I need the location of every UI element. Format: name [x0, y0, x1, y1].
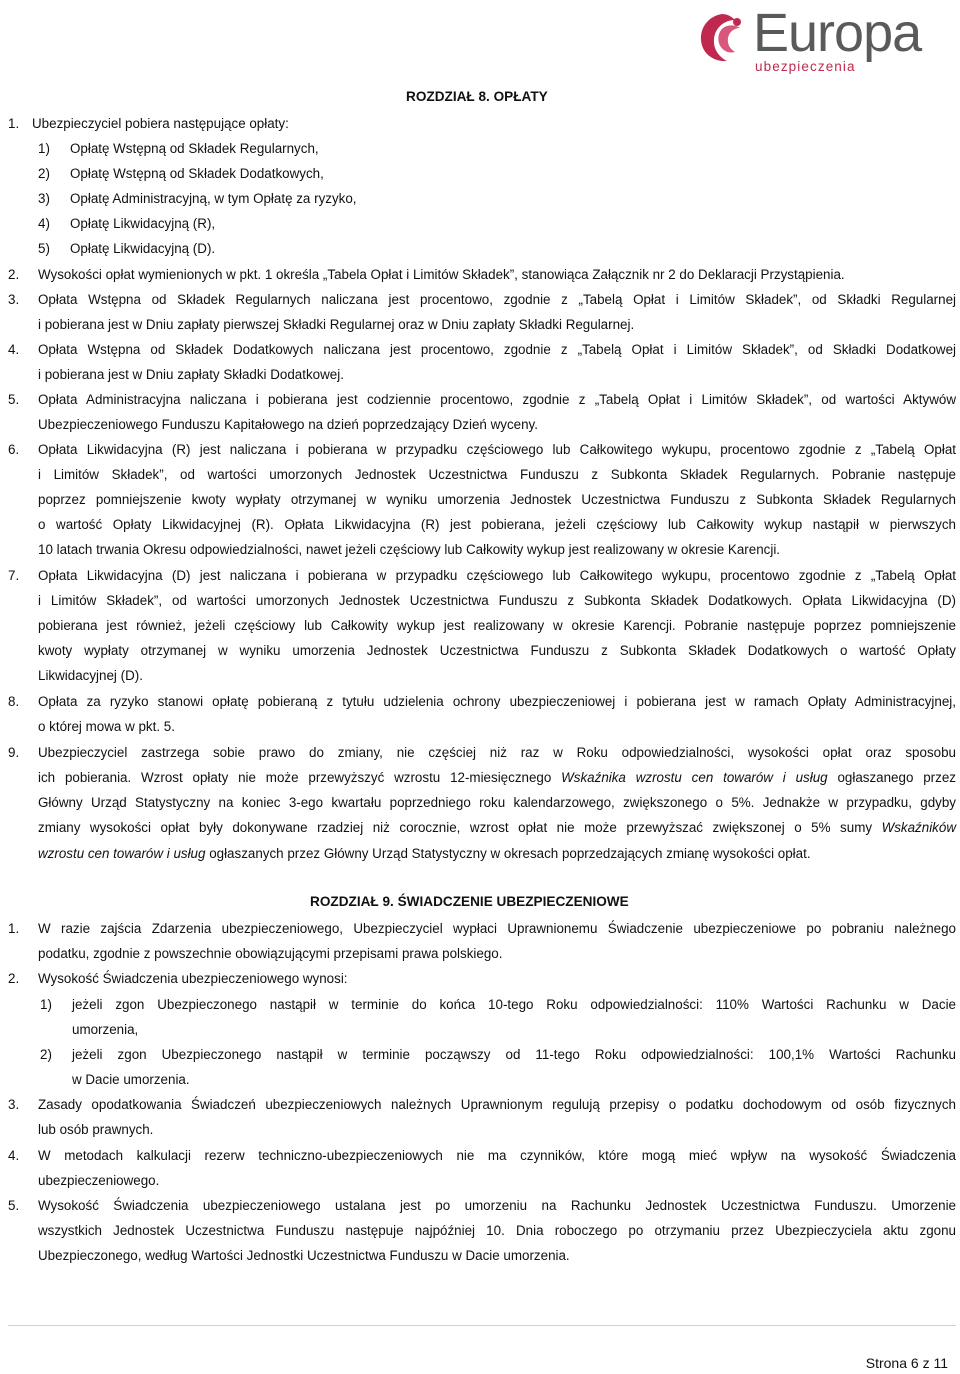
- ch8-p4-line: i pobierana jest w Dniu zapłaty Składki Dodatkowej.: [38, 367, 344, 382]
- ch8-p2-number: 2.: [8, 267, 20, 282]
- ch9-p4-number: 4.: [8, 1148, 20, 1163]
- ch8-p1-item-number: 2): [38, 166, 50, 181]
- ch8-p9-line: Główny Urząd Statystyczny na koniec 3-ego kwartału poprzedniego roku kalendarzowego, zwiększonego o 5%. Jednakże w przypadku, gdyby: [38, 795, 956, 810]
- ch8-p5-number: 5.: [8, 392, 20, 407]
- ch8-p1-item-text: Opłatę Administracyjną, w tym Opłatę za ryzyko,: [70, 191, 357, 206]
- ch8-p1-item-text: Opłatę Likwidacyjną (R),: [70, 216, 216, 231]
- ch8-p9-line: Ubezpieczyciel zastrzega sobie prawo do zmiany, nie częściej niż raz w Roku odpowiedzialności, wysokości opłat oraz sposobu: [38, 745, 956, 760]
- ch8-p9-italic-term: wzrostu cen towarów i usług: [38, 846, 206, 861]
- ch9-p3-number: 3.: [8, 1097, 20, 1112]
- ch8-p1-item-number: 1): [38, 141, 50, 156]
- ch8-p3-line: i pobierana jest w Dniu zapłaty pierwszej Składki Regularnej oraz w Dniu zapłaty Składki Regularnej.: [38, 317, 635, 332]
- ch8-p9-text-segment: zmiany wysokości opłat były dokonywane rzadziej niż corocznie, wzrost opłat nie może przewyższać zwiększonej o 5% sumy: [38, 820, 882, 835]
- ch8-p3-number: 3.: [8, 292, 20, 307]
- ch9-p5-line: Wysokość Świadczenia ubezpieczeniowego ustalana jest po umorzeniu na Rachunku Jednostek Uczestnictwa Funduszu. Umorzenie: [38, 1198, 956, 1213]
- ch8-p2-text: Wysokości opłat wymienionych w pkt. 1 określa „Tabela Opłat i Limitów Składek”, stanowiąca Załącznik nr 2 do Deklaracji Przystąpienia.: [38, 267, 845, 282]
- ch8-p6-number: 6.: [8, 442, 20, 457]
- ch9-p3-line: lub osób prawnych.: [38, 1122, 154, 1137]
- ch8-p1-item-text: Opłatę Wstępną od Składek Dodatkowych,: [70, 166, 324, 181]
- ch8-p7-number: 7.: [8, 568, 20, 583]
- ch8-p6-line: i Limitów Składek”, od wartości umorzonych Jednostek Uczestnictwa Funduszu z Subkonta Składek Regularnych. Pobranie następuje: [38, 467, 956, 482]
- ch8-p7-line: Likwidacyjnej (D).: [38, 668, 143, 683]
- ch8-p1-item-number: 3): [38, 191, 50, 206]
- ch8-p5-line: Opłata Administracyjna naliczana i pobierana jest codziennie procentowo, zgodnie z „Tabelą Opłat i Limitów Składek”, od wartości Aktywów: [38, 392, 956, 407]
- europa-logo: [697, 3, 947, 74]
- ch9-p2-item-line: jeżeli zgon Ubezpieczonego nastąpił w terminie do końca 10-tego Roku odpowiedzialności: 110% Wartości Rachunku w Dacie: [72, 997, 956, 1012]
- ch8-p6-line: Opłata Likwidacyjna (R) jest naliczana i pobierana w przypadku częściowego lub Całkowitego wykupu, procentowo zgodnie z „Tabelą Opłat: [38, 442, 956, 457]
- ch8-p8-line: o której mowa w pkt. 5.: [38, 719, 175, 734]
- ch9-p3-line: Zasady opodatkowania Świadczeń ubezpieczeniowych należnych Uprawnionym regulują przepisy o podatku dochodowym od osób fizycznych: [38, 1097, 956, 1112]
- logo-subtitle: ubezpieczenia: [755, 59, 856, 74]
- ch8-p6-line: 10 latach trwania Okresu odpowiedzialności, nawet jeżeli częściowy lub Całkowity wykup jest realizowany w okresie Karencji.: [38, 542, 781, 557]
- ch9-p2-item-line: umorzenia,: [72, 1022, 139, 1037]
- ch8-p4-number: 4.: [8, 342, 20, 357]
- chapter-8-heading: ROZDZIAŁ 8. OPŁATY: [406, 89, 548, 104]
- ch9-p1-line: podatku, zgodnie z powszechnie obowiązującymi przepisami prawa polskiego.: [38, 946, 503, 961]
- ch9-p5-number: 5.: [8, 1198, 20, 1213]
- ch9-p5-line: Ubezpieczonego, według Wartości Jednostki Uczestnictwa Funduszu w Dacie umorzenia.: [38, 1248, 570, 1263]
- page-number: Strona 6 z 11: [865, 1355, 948, 1371]
- ch8-p9-text-segment: ogłaszanego przez: [827, 770, 956, 785]
- ch9-p2-item-line: jeżeli zgon Ubezpieczonego nastąpił w terminie począwszy od 11-tego Roku odpowiedzialności: 100,1% Wartości Rachunku: [72, 1047, 956, 1062]
- ch8-p9-line: [38, 819, 956, 836]
- ch8-p7-line: Opłata Likwidacyjna (D) jest naliczana i pobierana w przypadku częściowego lub Całkowitego wykupu, procentowo zgodnie z „Tabelą Opłat: [38, 568, 956, 583]
- ch9-p2-number: 2.: [8, 971, 20, 986]
- ch8-p7-line: i Limitów Składek”, od wartości umorzonych Jednostek Uczestnictwa Funduszu z Subkonta Składek Dodatkowych. Opłata Likwidacyjna (D): [38, 593, 956, 608]
- chapter-9-heading: ROZDZIAŁ 9. ŚWIADCZENIE UBEZPIECZENIOWE: [310, 894, 629, 909]
- ch8-p9-text-segment: ogłaszanych przez Główny Urząd Statystyczny w okresach poprzedzających zmianę wysokości opłat.: [205, 846, 811, 861]
- ch8-p4-line: Opłata Wstępna od Składek Dodatkowych naliczana jest procentowo, zgodnie z „Tabelą Opłat i Limitów Składek”, od Składki Dodatkowej: [38, 342, 956, 357]
- ch8-p9-number: 9.: [8, 745, 20, 760]
- ch9-p4-line: ubezpieczeniowego.: [38, 1173, 160, 1188]
- ch9-p1-line: W razie zajścia Zdarzenia ubezpieczeniowego, Ubezpieczyciel wypłaci Uprawnionemu Świadczenie ubezpieczeniowe po pobraniu należnego: [38, 921, 956, 936]
- ch8-p7-line: pobierana jest również, jeżeli częściowy lub Całkowity wykup jest realizowany w okresie Karencji. Pobranie następuje poprzez pomniejszenie: [38, 618, 956, 633]
- ch9-p2-text: Wysokość Świadczenia ubezpieczeniowego wynosi:: [38, 971, 348, 986]
- ch9-p4-line: W metodach kalkulacji rezerw techniczno-ubezpieczeniowych nie ma czynników, które mogą mieć wpływ na wysokość Świadczenia: [38, 1148, 956, 1163]
- europa-logo-mark-icon: [697, 12, 747, 64]
- ch8-p6-line: poprzez pomniejszenie kwoty wypłaty otrzymanej w wyniku umorzenia Jednostek Uczestnictwa Funduszu z Subkonta Składek Regularnych: [38, 492, 956, 507]
- ch8-p9-italic-term: Wskaźnika wzrostu cen towarów i usług: [561, 770, 828, 785]
- ch8-p1-number: 1.: [8, 116, 20, 131]
- ch8-p8-number: 8.: [8, 694, 20, 709]
- ch9-p2-item-number: 1): [40, 997, 52, 1012]
- ch8-p1-item-text: Opłatę Likwidacyjną (D).: [70, 241, 216, 256]
- ch8-p6-line: o wartość Opłaty Likwidacyjnej (R). Opłata Likwidacyjna (R) jest pobierana, jeżeli częściowy lub Całkowity wykup nastąpił w pierwszych: [38, 517, 956, 532]
- footer-divider: [8, 1325, 956, 1326]
- ch8-p3-line: Opłata Wstępna od Składek Regularnych naliczana jest procentowo, zgodnie z „Tabelą Opłat i Limitów Składek”, od Składki Regularnej: [38, 292, 956, 307]
- ch8-p9-italic-term: Wskaźników: [881, 820, 956, 835]
- ch8-p1-item-text: Opłatę Wstępną od Składek Regularnych,: [70, 141, 319, 156]
- ch8-p5-line: Ubezpieczeniowego Funduszu Kapitałowego na dzień poprzedzający Dzień wyceny.: [38, 417, 538, 432]
- ch9-p1-number: 1.: [8, 921, 20, 936]
- ch8-p9-line: [38, 845, 811, 862]
- ch8-p1-item-number: 4): [38, 216, 50, 231]
- ch8-p1-item-number: 5): [38, 241, 50, 256]
- ch8-p9-line: [38, 769, 956, 786]
- ch8-p9-text-segment: ich pobierania. Wzrost opłaty nie może przewyższyć wzrostu 12-miesięcznego: [38, 770, 562, 785]
- logo-wordmark: Europa: [753, 3, 922, 63]
- ch9-p5-line: wszystkich Jednostek Uczestnictwa Funduszu następuje najpóźniej 10. Dnia roboczego po otrzymaniu przez Ubezpieczyciela aktu zgonu: [38, 1223, 956, 1238]
- ch8-p8-line: Opłata za ryzyko stanowi opłatę pobieraną z tytułu udzielenia ochrony ubezpieczeniowej i pobierana jest w ramach Opłaty Administracyjnej,: [38, 694, 956, 709]
- ch8-p7-line: kwoty wypłaty otrzymanej w wyniku umorzenia Jednostek Uczestnictwa Funduszu z Subkonta Składek Dodatkowych o wartość Opłaty: [38, 643, 956, 658]
- ch9-p2-item-line: w Dacie umorzenia.: [72, 1072, 190, 1087]
- ch8-p1-text: Ubezpieczyciel pobiera następujące opłaty:: [32, 116, 289, 131]
- ch9-p2-item-number: 2): [40, 1047, 52, 1062]
